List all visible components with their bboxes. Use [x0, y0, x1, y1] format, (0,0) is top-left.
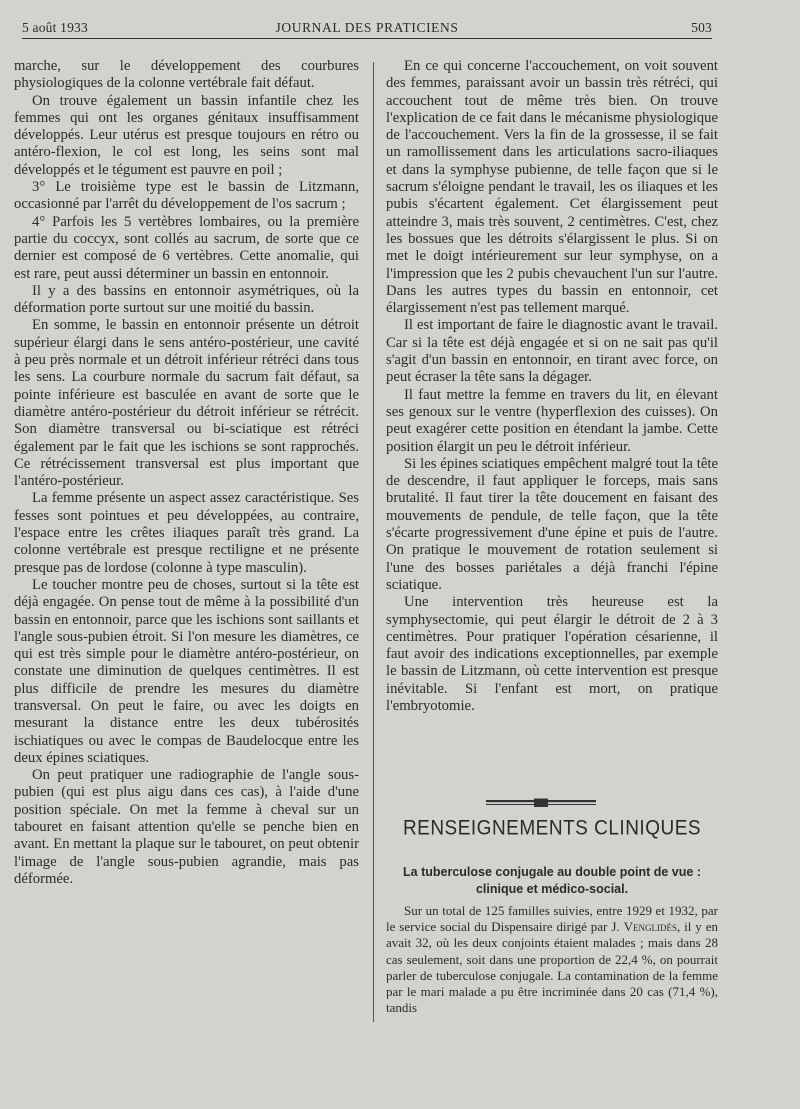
section-ornament: [486, 798, 596, 808]
subtitle-line: clinique et médico-social.: [475, 882, 629, 896]
paragraph: En somme, le bassin en entonnoir présente un détroit supérieur élargi dans le sens antéro-postérieur, une cavité à peu près normale et un détroit inférieur rétréci dans tous les sens. La courbure normale du sacrum fait défaut, sa pointe inférieure est basculée en avant de sorte que le diamètre antéro-postérieur du détroit inférieur se rétrécit. Son diamètre transversal ou bi-sciatique est rétréci également par le fait que les ischions se sont rapprochés. Ce rétrécissement transversal est plus important que l'antéro-postérieur.: [14, 317, 359, 490]
page-number: 503: [691, 20, 712, 35]
journal-title: JOURNAL DES PRATICIENS: [275, 20, 459, 35]
paragraph: Si les épines sciatiques empêchent malgré tout la tête de descendre, il faut appliquer le forceps, mais sans brutalité. Il faut tirer la tête doucement en faisant des mouvements de pendule, de telle façon, que la tête s'écarte progressivement d'une épine et puis de l'autre. On pratique le mouvement de rotation seulement si l'une des bosses pariétales a déjà franchi l'épine sciatique.: [386, 455, 718, 593]
section-heading: RENSEIGNEMENTS CLINIQUES: [402, 816, 702, 840]
paragraph: 4° Parfois les 5 vertèbres lombaires, ou la première partie du coccyx, sont collés au sacrum, de sorte que ce dernier est composé de 6 vertèbres. Cette anomalie, qui est rare, peut aussi déterminer un bassin en entonnoir.: [14, 213, 359, 282]
paragraph: marche, sur le développement des courbures physiologiques de la colonne vertébrale fait défaut.: [14, 58, 359, 92]
text-span: , il y en avait 32, où les deux conjoints étaient malades ; mais dans 28 cas seulement, soit dans une proportion de 22,4 %, on pourrait parler de tuberculose conjugale. La contamination de la femme par le mari malade a pu être incriminée dans 20 cas (71,4 %), tandis: [386, 919, 718, 1016]
paragraph: Il est important de faire le diagnostic avant le travail. Car si la tête est déjà engagée et si on ne sait pas qu'il s'agit d'un bassin en entonnoir, en tirant avec force, on peut écraser la tête sans la dégager.: [386, 317, 718, 386]
paragraph: 3° Le troisième type est le bassin de Litzmann, occasionné par l'arrêt du développement de l'os sacrum ;: [14, 179, 359, 213]
paragraph: En ce qui concerne l'accouchement, on voit souvent des femmes, paraissant avoir un bassin très rétréci, qui accouchent tout de même très bien. On trouve l'explication de ce fait dans le mécanisme physiologique de l'accouchement. Vers la fin de la grossesse, il se fait un ramollissement dans les articulations sacro-iliaques et dans la symphyse pubienne, de telle façon que si le sacrum s'éloigne pendant le travail, les os iliaques et les pubis s'écartent également. Cet élargissement peut atteindre 3, mais très souvent, 2 centimètres. C'est, chez les bossues que les détroits s'élargissent le plus. Si on met le doigt intérieurement sur leur symphyse, on a l'impression que les 2 pubis chevauchent l'un sur l'autre. Dans les autres types du bassin en entonnoir, cet élargissement n'est pas tellement marqué.: [386, 58, 718, 317]
article-body: [386, 903, 718, 1016]
header-rule: [22, 38, 712, 39]
subtitle-line: La tuberculose conjugale au double point de vue :: [403, 865, 701, 879]
paragraph: La femme présente un aspect assez caractéristique. Ses fesses sont pointues et peu développées, au contraire, l'espace entre les crêtes iliaques paraît très grand. La colonne vertébrale est presque rectiligne et ne présente presque pas de lordose (colonne à type masculin).: [14, 490, 359, 576]
right-column: [386, 58, 718, 715]
paragraph: On peut pratiquer une radiographie de l'angle sous-pubien (qui est plus aigu dans ces cas), à l'aide d'une position spéciale. On met la femme à cheval sur un tabouret en faisant attention qu'elle se penche bien en avant. En mettant la plaque sur le tabouret, on peut obtenir l'image de l'angle sous-pubien agrandie, mais pas déformée.: [14, 767, 359, 887]
paragraph: On trouve également un bassin infantile chez les femmes qui ont les organes génitaux insuffisamment développés. Leur utérus est presque toujours en rétro ou antéro-flexion, le col est long, les seins sont mal développés et le tégument est pauvre en poil ;: [14, 92, 359, 178]
column-divider: [373, 62, 374, 1022]
paragraph: [386, 903, 718, 1016]
issue-date: 5 août 1933: [22, 20, 88, 35]
paragraph: Il faut mettre la femme en travers du lit, en élevant ses genoux sur le ventre (hyperflexion des cuisses). On peut exagérer cette position en étendant la jambe. Cette position élargit un peu le détroit inférieur.: [386, 386, 718, 455]
text-span: Sur un total de 125 familles suivies, entre 1929 et 1932, par le service social du Dispensaire dirigé par J.: [386, 903, 718, 935]
left-column: [14, 58, 359, 888]
author-name: Venglidès: [623, 919, 677, 935]
paragraph: Une intervention très heureuse est la symphysectomie, qui peut élargir le détroit de 2 à 3 centimètres. Pour pratiquer l'opération césarienne, il faut avoir des indications exceptionnelles, par exemple le bassin de Litzmann, où cette intervention est presque inévitable. Si l'enfant est mort, on pratique l'embryotomie.: [386, 594, 718, 714]
running-header: [22, 20, 712, 40]
paragraph: Le toucher montre peu de choses, surtout si la tête est déjà engagée. On pense tout de même à la possibilité d'un bassin en entonnoir, parce que les ischions sont saillants et l'angle sous-pubien étroit. Si l'on mesure les diamètres, ce qui est très simple pour le diamètre antéro-postérieur, on constate une diminution de quelques centimètres. Il est plus difficile de prendre les mesures du diamètre transversal. On peut le faire, ou avec les doigts en mesurant la distance entre les deux tubérosités ischiatiques ou avec le compas de Baudelocque entre les deux épines sciatiques.: [14, 576, 359, 766]
article-subtitle: [386, 864, 718, 898]
paragraph: Il y a des bassins en entonnoir asymétriques, où la déformation porte surtout sur une moitié du bassin.: [14, 282, 359, 317]
